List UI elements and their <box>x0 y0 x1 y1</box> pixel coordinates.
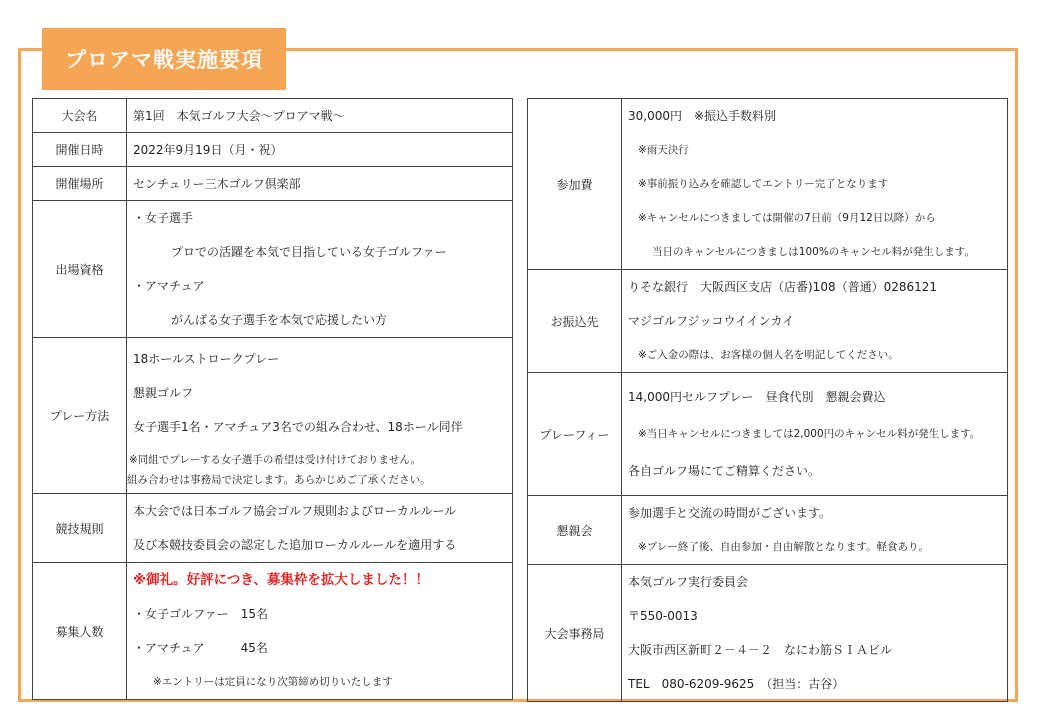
label-play-fee: プレーフィー <box>528 373 622 496</box>
value-play-fee <box>622 373 1008 496</box>
label-sankahi: 参加費 <box>528 99 622 270</box>
jimukyoku-line: 大阪市西区新町２－４－２ なにわ筋ＳＩＡビル <box>628 643 893 657</box>
row-kaisai-nichiji <box>33 133 513 167</box>
value-sankahi <box>622 99 1008 270</box>
furikomi-line: ※ご入金の際は、お客様の個人名を明記してください。 <box>638 349 899 361</box>
label-konshinkai: 懇親会 <box>528 496 622 565</box>
row-furikomisaki <box>528 270 1008 373</box>
konshinkai-line: 参加選手と交流の時間がございます。 <box>628 506 832 520</box>
sankahi-line: ※キャンセルにつきましては開催の7日前（9月12日以降）から <box>638 212 936 224</box>
playfee-line: ※当日キャンセルにつきましては2,000円のキャンセル料が発生します。 <box>638 428 981 440</box>
jimukyoku-line: 〒550-0013 <box>628 609 698 623</box>
label-boshu-ninzu: 募集人数 <box>33 563 127 700</box>
play-line: 女子選手1名・アマチュア3名での組み合わせ、18ホール同伴 <box>133 419 463 434</box>
sankahi-line: 30,000円 ※振込手数料別 <box>628 109 777 123</box>
label-shutsujo: 出場資格 <box>33 201 127 338</box>
sankahi-line: ※雨天決行 <box>638 144 689 156</box>
row-taikaimei <box>33 99 513 133</box>
sankahi-line: 当日のキャンセルにつきましは100%のキャンセル料が発生します。 <box>652 246 975 258</box>
shutsujo-line: ・アマチュア <box>133 279 205 293</box>
play-note: 組み合わせは事務局で決定します。あらかじめご了承ください。 <box>127 473 431 486</box>
value-furikomisaki <box>622 270 1008 373</box>
page-title: プロアマ戦実施要項 <box>42 28 286 90</box>
play-line: 18ホールストロークプレー <box>133 351 280 366</box>
jimukyoku-line: TEL 080-6209-9625 （担当：古谷） <box>628 677 845 691</box>
row-boshu-ninzu <box>33 563 513 700</box>
play-line: 懇親ゴルフ <box>133 385 194 400</box>
row-kaisai-basho <box>33 167 513 201</box>
value-kaisai-basho: センチュリー三木ゴルフ倶楽部 <box>127 167 513 201</box>
right-info-table <box>527 98 1008 702</box>
play-note: ※同組でプレーする女子選手の希望は受け付けておりません。 <box>129 453 421 466</box>
left-info-table <box>32 98 513 700</box>
shutsujo-line: プロでの活躍を本気で目指している女子ゴルファー <box>171 245 447 259</box>
value-jimukyoku <box>622 565 1008 702</box>
furikomi-line: マジゴルフジッコウイインカイ <box>628 314 795 328</box>
boshu-line: ・女子ゴルファー 15名 <box>133 607 269 621</box>
row-sankahi <box>528 99 1008 270</box>
kisoku-line: 本大会では日本ゴルフ協会ゴルフ規則およびローカルルール <box>133 504 457 518</box>
label-jimukyoku: 大会事務局 <box>528 565 622 702</box>
value-play-houhou <box>127 338 513 494</box>
boshu-highlight: ※御礼。好評につき、募集枠を拡大しました！！ <box>133 572 429 588</box>
value-konshinkai <box>622 496 1008 565</box>
value-taikaimei: 第1回 本気ゴルフ大会～プロアマ戦～ <box>127 99 513 133</box>
row-play-fee <box>528 373 1008 496</box>
jimukyoku-line: 本気ゴルフ実行委員会 <box>628 575 749 589</box>
label-kaisai-nichiji: 開催日時 <box>33 133 127 167</box>
label-taikaimei: 大会名 <box>33 99 127 133</box>
sankahi-line: ※事前振り込みを確認してエントリー完了となります <box>638 178 889 190</box>
row-jimukyoku <box>528 565 1008 702</box>
row-play-houhou <box>33 338 513 494</box>
playfee-line: 各自ゴルフ場にてご精算ください。 <box>628 464 821 478</box>
playfee-line: 14,000円セルフプレー 昼食代別 懇親会費込 <box>628 390 886 404</box>
value-shutsujo <box>127 201 513 338</box>
row-kyougi-kisoku <box>33 494 513 563</box>
shutsujo-line: ・女子選手 <box>133 211 194 225</box>
kisoku-line: 及び本競技委員会の認定した追加ローカルルールを適用する <box>133 538 457 552</box>
row-konshinkai <box>528 496 1008 565</box>
boshu-note: ※エントリーは定員になり次第締め切りいたします <box>153 676 393 688</box>
label-furikomisaki: お振込先 <box>528 270 622 373</box>
shutsujo-line: がんばる女子選手を本気で応援したい方 <box>171 313 388 327</box>
boshu-line: ・アマチュア 45名 <box>133 641 268 655</box>
value-kyougi-kisoku <box>127 494 513 563</box>
value-boshu-ninzu <box>127 563 513 700</box>
value-kaisai-nichiji: 2022年9月19日（月・祝） <box>127 133 513 167</box>
label-kaisai-basho: 開催場所 <box>33 167 127 201</box>
row-shutsujo <box>33 201 513 338</box>
konshinkai-line: ※プレー終了後、自由参加・自由解散となります。軽食あり。 <box>638 541 930 553</box>
furikomi-line: りそな銀行 大阪西区支店（店番)108（普通）0286121 <box>628 280 938 294</box>
label-play-houhou: プレー方法 <box>33 338 127 494</box>
label-kyougi-kisoku: 競技規則 <box>33 494 127 563</box>
